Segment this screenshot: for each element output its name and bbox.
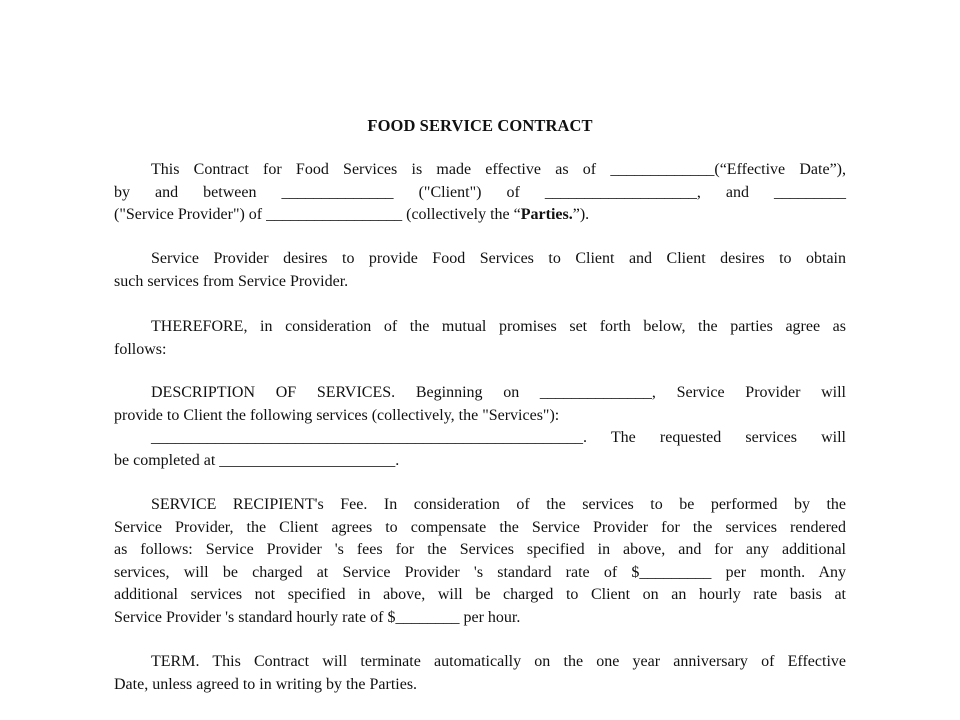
intro-text: This Contract for Food Services is made effective as of <box>151 161 597 178</box>
intro-text: by and between <box>114 183 257 201</box>
intro-text: (“Effective Date”), <box>714 161 847 178</box>
parties-term: Parties. <box>520 206 573 224</box>
fee-text: services, will be charged at Service Provider 's standard rate of $ <box>114 563 640 581</box>
fee-line-1: SERVICE RECIPIENT's Fee. In consideration of the services to be performed by the <box>151 496 846 513</box>
intro-text: (collectively the “ <box>406 206 521 224</box>
intro-line-2 <box>114 182 846 205</box>
intro-line-3 <box>114 204 846 227</box>
intro-text: and <box>725 183 749 201</box>
description-heading: DESCRIPTION OF SERVICES. Beginning on <box>151 384 520 401</box>
begin-date-blank: ______________, <box>539 384 656 401</box>
description-line-4 <box>114 450 846 473</box>
intro-text: ("Service Provider") of <box>114 206 263 224</box>
term-line-2: Date, unless agreed to in writing by the Parties. <box>114 675 418 693</box>
fee-text: per hour. <box>463 608 521 626</box>
description-paragraph <box>114 382 846 472</box>
provider-blank: _________ <box>774 183 847 201</box>
description-line-3 <box>114 427 846 450</box>
description-text: be completed at <box>114 451 216 469</box>
client-blank: ______________ <box>281 183 394 201</box>
desire-line-1: Service Provider desires to provide Food Services to Client and Client desires to obtain <box>151 250 846 267</box>
completed-at-blank: ______________________. <box>219 451 400 469</box>
desire-line-2: such services from Service Provider. <box>114 272 349 290</box>
term-paragraph <box>114 651 846 696</box>
desire-paragraph <box>114 248 846 293</box>
therefore-line-2: follows: <box>114 340 167 358</box>
fee-text: per month. Any <box>725 563 847 581</box>
description-line-1 <box>114 382 846 405</box>
hourly-rate-blank: ________ <box>395 608 460 626</box>
fee-line-4 <box>114 562 846 585</box>
intro-text: ”). <box>572 206 590 224</box>
fee-line-2: Service Provider, the Client agrees to compensate the Service Provider for the services rendered <box>114 518 846 536</box>
therefore-line-1: THEREFORE, in consideration of the mutual promises set forth below, the parties agree as <box>151 318 846 335</box>
provider-address-blank: _________________ <box>266 206 403 224</box>
fee-line-3: as follows: Service Provider 's fees for the Services specified in above, and for any additional <box>114 541 846 559</box>
description-text: The requested services will <box>610 429 846 447</box>
monthly-rate-blank: _________ <box>639 563 712 581</box>
client-address-blank: ___________________, <box>544 183 701 201</box>
intro-text: ("Client") of <box>418 183 520 201</box>
fee-line-6 <box>114 607 846 630</box>
description-text: Service Provider will <box>676 384 846 401</box>
fee-text: Service Provider 's standard hourly rate of $ <box>114 608 396 626</box>
document-title: FOOD SERVICE CONTRACT <box>367 116 593 135</box>
effective-date-blank: _____________ <box>610 161 715 178</box>
services-blank: ______________________________________________________. <box>151 429 587 447</box>
fee-line-5: additional services not specified in above, will be charged to Client on an hourly rate basis at <box>114 586 846 604</box>
intro-line-1 <box>114 159 846 182</box>
term-line-1: TERM. This Contract will terminate automatically on the one year anniversary of Effective <box>151 653 846 670</box>
fee-paragraph <box>114 494 846 630</box>
intro-paragraph <box>114 159 846 227</box>
therefore-paragraph <box>114 316 846 361</box>
description-line-2: provide to Client the following services (collectively, the "Services"): <box>114 406 560 424</box>
